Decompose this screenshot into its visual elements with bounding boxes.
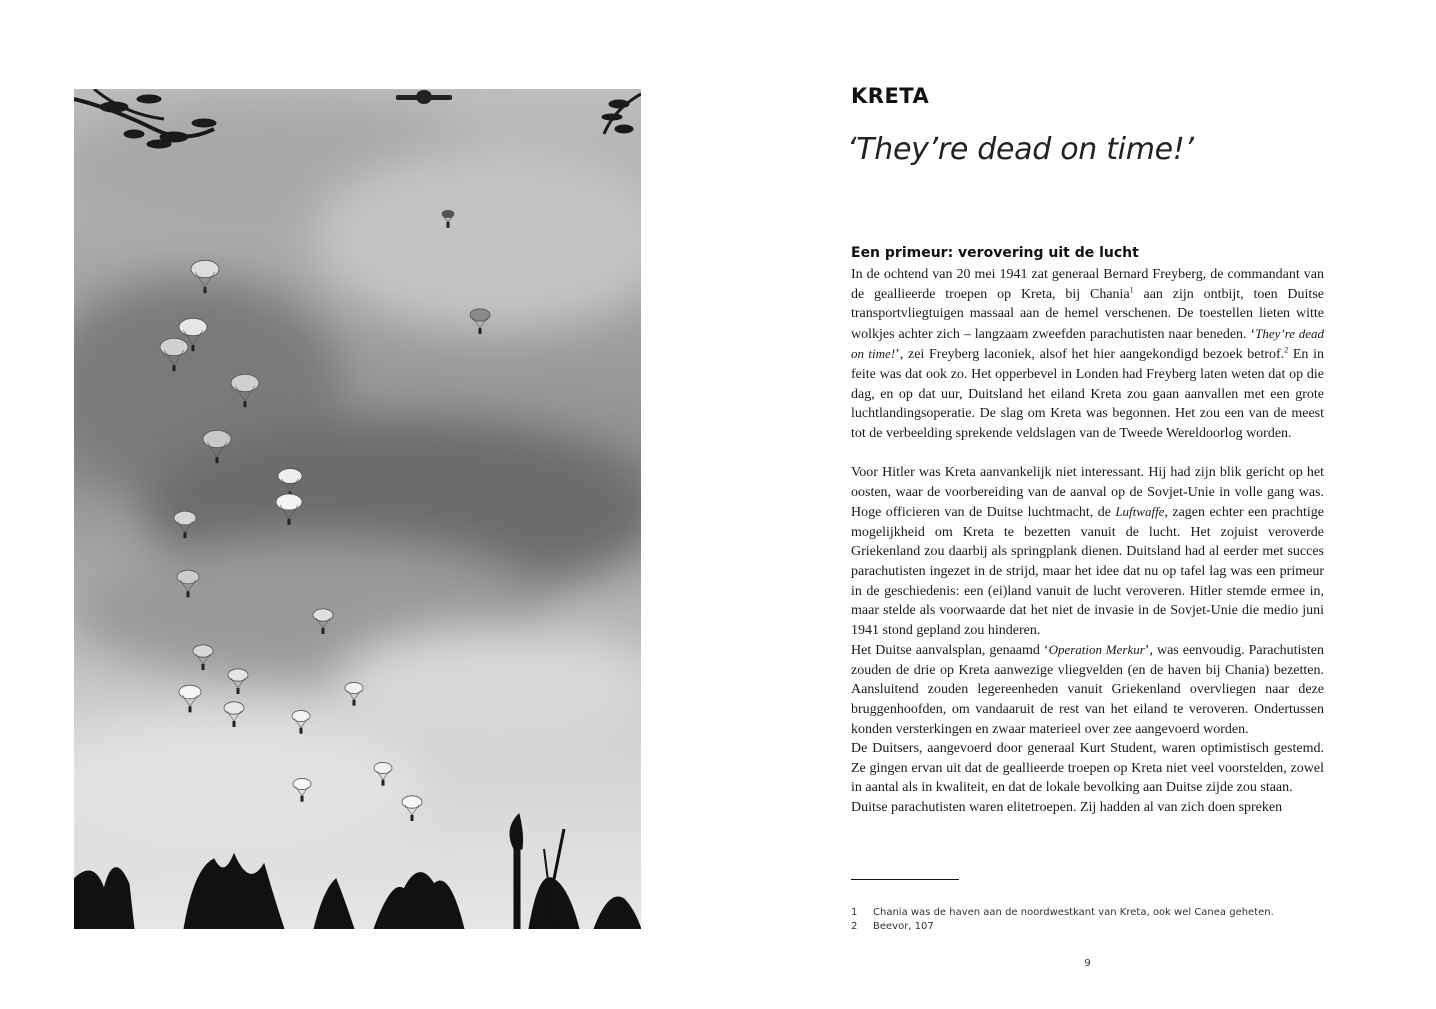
text-run: En in feite was dat ook zo. Het opperbevel in Londen had Freyberg laten weten dat op die dag, en op dat uur, Duitsland het eiland Kreta zou gaan aanvallen met een grote luchtlandingsoperatie. De slag om Kreta was begonnen. Het zou een van de meest tot de verbeelding sprekende veldslagen van de Tweede Wereldoorlog worden. [851, 347, 1324, 441]
body-text [851, 265, 1324, 818]
section-subheading: Een primeur: verovering uit de lucht [851, 245, 1139, 261]
text-run: ’, was eenvoudig. Parachutisten zouden de drie op Kreta aanwezige vliegvelden (en de haven bij Chania) bezetten. Aansluitend zouden legereenheden vanuit Griekenland overvliegen naar deze bruggenhoofden, om vandaaruit de rest van het eiland te veroveren. Ondertussen konden versterkingen en zwaar materieel over zee aangevoerd worden. [851, 643, 1324, 737]
footnote-ref-2: 2 [1284, 345, 1289, 355]
footnote-text: Beevor, 107 [873, 921, 934, 932]
quote-italic: They’re dead on time! [851, 325, 1324, 362]
paragraph-2 [851, 463, 1324, 640]
luftwaffe-italic: Luftwaffe [1115, 504, 1165, 520]
text-run: aan zijn ontbijt, toen Duitse transportvliegtuigen massaal aan de hemel verschenen. De toestellen lieten witte wolkjes achter zich – langzaam zweefden parachutisten naar beneden. ‘ [851, 286, 1324, 342]
text-run: In de ochtend van 20 mei 1941 zat generaal Bernard Freyberg, de commandant van de geallieerde troepen op Kreta, bij Chania [851, 267, 1324, 302]
operation-italic: Operation Merkur [1048, 642, 1145, 658]
text-run: ’, zei Freyberg laconiek, alsof het hier aangekondigd bezoek betrof. [895, 347, 1285, 363]
paragraph-1 [851, 265, 1324, 443]
text-run: , zagen echter een prachtige mogelijkheid om Kreta te bezetten vanuit de lucht. Het zojuist veroverde Griekenland zou daarbij als springplank dienen. Duitsland had al eerder met succes parachutisten ingezet in de strijd, maar het idee dat nu op tafel lag was een primeur in de geschiedenis: een (ei)land vanuit de lucht veroveren. Hitler stemde ermee in, maar stelde als voorwaarde dat het niet de invasie in de Sovjet-Unie die medio juni 1941 stond gepland zou hinderen. [851, 505, 1324, 638]
footnote-number: 1 [851, 907, 858, 918]
page-number: 9 [1084, 958, 1091, 969]
text-run: Voor Hitler was Kreta aanvankelijk niet interessant. Hij had zijn blik gericht op het oosten, waar de voorbereiding van de aanval op de Sovjet-Unie in volle gang was. Hoge officieren van de Duitse luchtmacht, de [851, 464, 1324, 521]
text-run: Het Duitse aanvalsplan, genaamd ‘ [851, 643, 1049, 659]
footnote-divider [851, 879, 959, 880]
footnote [851, 920, 1274, 934]
chapter-quote-title: ‘They’re dead on time!’ [847, 132, 1194, 167]
footnote-ref-1: 1 [1129, 284, 1134, 294]
footnotes [851, 906, 1274, 934]
paratroopers-photo [74, 89, 641, 929]
paragraph-4: De Duitsers, aangevoerd door generaal Kurt Student, waren optimistisch gestemd. Ze gingen ervan uit dat de geallieerde troepen op Kreta niet veel voorstelden, zowel in aantal als in kwaliteit, en dat de lokale bevolking aan Duitse zijde zou staan. [851, 741, 1324, 796]
paragraph-3 [851, 640, 1324, 739]
chapter-title: KRETA [851, 84, 930, 108]
footnote-text: Chania was de haven aan de noordwestkant van Kreta, ook wel Canea geheten. [873, 907, 1274, 918]
paragraph-5: Duitse parachutisten waren elitetroepen. Zij hadden al van zich doen spreken [851, 800, 1283, 816]
footnote-number: 2 [851, 921, 858, 932]
footnote [851, 906, 1274, 920]
